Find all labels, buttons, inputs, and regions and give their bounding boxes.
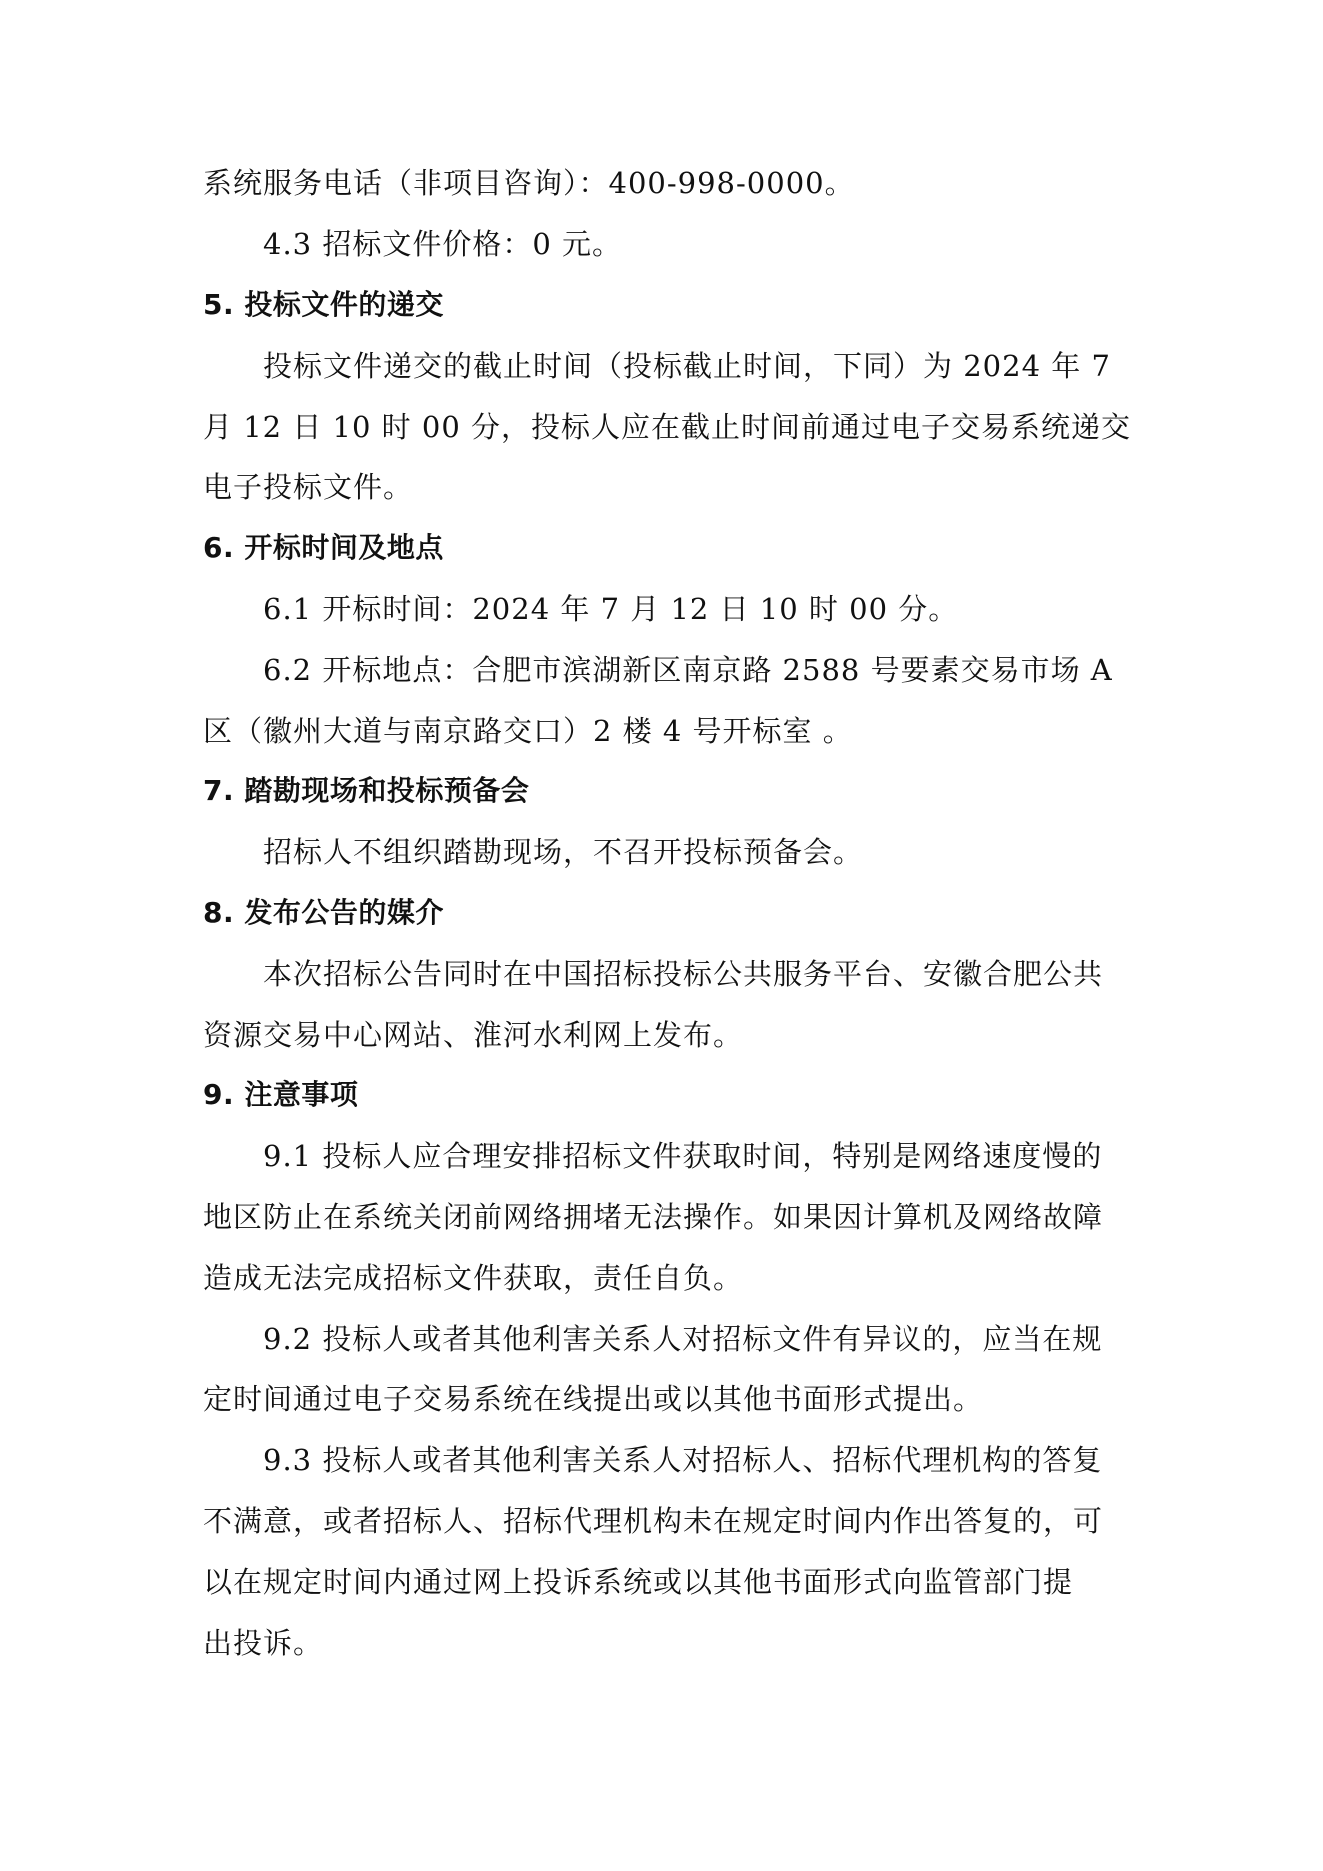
section-6-1-opening-time: 6.1 开标时间：2024 年 7 月 12 日 10 时 00 分。 <box>263 592 959 626</box>
section-9-3-line-1: 9.3 投标人或者其他利害关系人对招标人、招标代理机构的答复 <box>263 1443 1103 1477</box>
section-9-1-line-1: 9.1 投标人应合理安排招标文件获取时间，特别是网络速度慢的 <box>263 1139 1103 1173</box>
section-8-para-line-2: 资源交易中心网站、淮河水利网上发布。 <box>203 1018 744 1052</box>
section-6-2-location-line-2: 区（徽州大道与南京路交口）2 楼 4 号开标室 。 <box>203 714 853 748</box>
section-5-heading: 5. 投标文件的递交 <box>203 288 444 321</box>
section-8-heading: 8. 发布公告的媒介 <box>203 896 444 929</box>
section-9-1-line-3: 造成无法完成招标文件获取，责任自负。 <box>203 1261 744 1295</box>
service-phone-line: 系统服务电话（非项目咨询）：400-998-0000。 <box>203 166 855 200</box>
section-4-3-price: 4.3 招标文件价格：0 元。 <box>263 227 623 261</box>
section-9-2-line-2: 定时间通过电子交易系统在线提出或以其他书面形式提出。 <box>203 1382 984 1416</box>
section-6-heading: 6. 开标时间及地点 <box>203 531 444 564</box>
section-9-heading: 9. 注意事项 <box>203 1078 359 1111</box>
section-9-3-line-4: 出投诉。 <box>203 1626 324 1660</box>
section-7-heading: 7. 踏勘现场和投标预备会 <box>203 774 530 807</box>
section-9-1-line-2: 地区防止在系统关闭前网络拥堵无法操作。如果因计算机及网络故障 <box>203 1200 1104 1234</box>
section-5-para-line-2: 月 12 日 10 时 00 分，投标人应在截止时间前通过电子交易系统递交 <box>203 410 1132 444</box>
section-9-3-line-2: 不满意，或者招标人、招标代理机构未在规定时间内作出答复的，可 <box>203 1504 1104 1538</box>
section-6-2-location-line-1: 6.2 开标地点：合肥市滨湖新区南京路 2588 号要素交易市场 A <box>263 653 1113 687</box>
section-7-para: 招标人不组织踏勘现场，不召开投标预备会。 <box>263 835 864 869</box>
section-8-para-line-1: 本次招标公告同时在中国招标投标公共服务平台、安徽合肥公共 <box>263 957 1104 991</box>
section-9-3-line-3: 以在规定时间内通过网上投诉系统或以其他书面形式向监管部门提 <box>203 1565 1074 1599</box>
section-5-para-line-1: 投标文件递交的截止时间（投标截止时间，下同）为 2024 年 7 <box>263 349 1111 383</box>
section-9-2-line-1: 9.2 投标人或者其他利害关系人对招标文件有异议的，应当在规 <box>263 1322 1103 1356</box>
section-5-para-line-3: 电子投标文件。 <box>203 470 414 504</box>
